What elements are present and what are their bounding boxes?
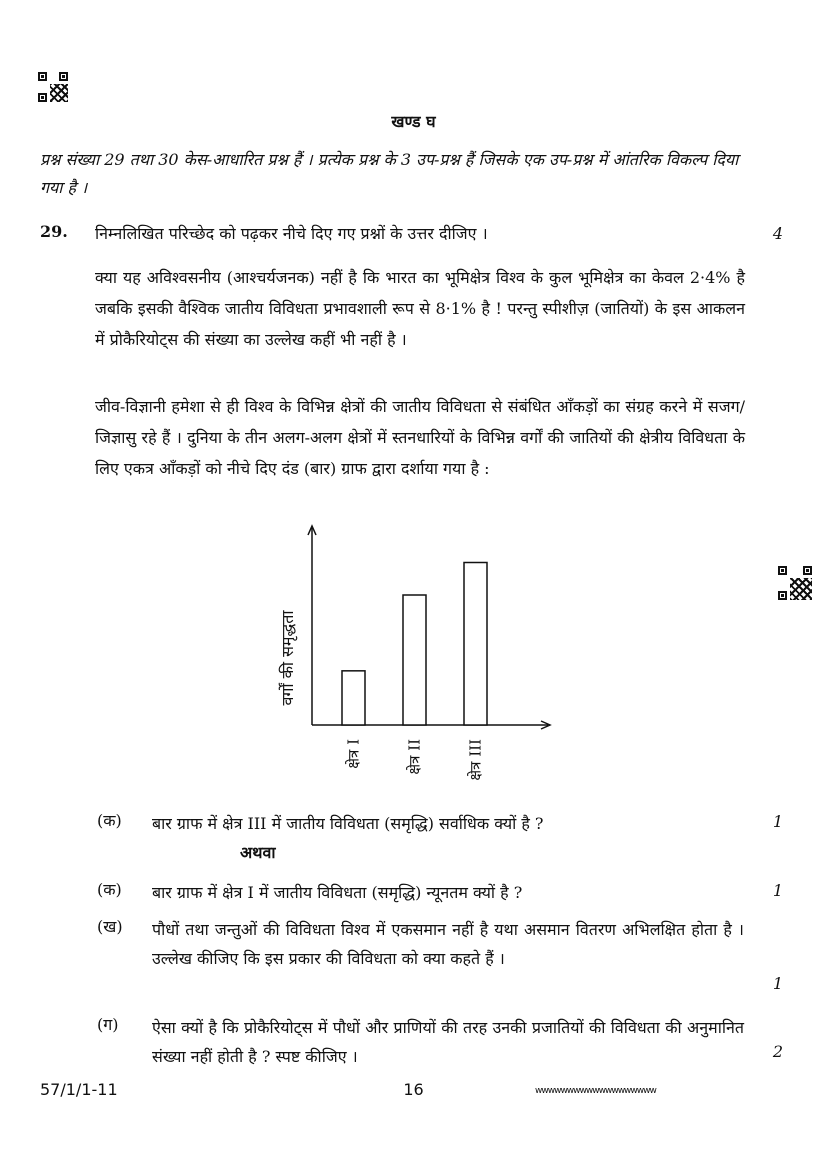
subquestion-label-ka: (क) — [97, 811, 122, 830]
bar-1 — [342, 671, 365, 725]
passage-paragraph-2: जीव-विज्ञानी हमेशा से ही विश्व के विभिन्न क्षेत्रों की जातीय विविधता से संबंधित आँकड़ों का संग्रह करने में सजग/जिज्ञासु रहे हैं । दुनिया के तीन अलग-अलग क्षेत्रों में स्तनधारियों के विभिन्न वर्गों की जातियों की क्षेत्रीय विविधता के लिए एकत्र आँकड़ों को नीचे दिए दंड (बार) ग्राफ द्वारा दर्शाया गया है : — [95, 397, 745, 478]
footer-decoration: wwwwwwwwwwwwwwwwwww — [535, 1086, 656, 1096]
chart-bars — [342, 563, 487, 726]
or-label: अथवा — [240, 843, 276, 862]
passage-paragraph-1: क्या यह अविश्वसनीय (आश्चर्यजनक) नहीं है कि भारत का भूमिक्षेत्र विश्व के कुल भूमिक्षेत्र का केवल 2·4% है जबकि इसकी वैश्विक जातीय विविधता प्रभावशाली रूप से 8·1% है ! परन्तु स्पीशीज़ (जातियों) के इस आकलन में प्रोकैरियोट्स की संख्या का उल्लेख कहीं भी नहीं है । — [95, 268, 745, 349]
bar-2 — [403, 595, 426, 725]
x-tick-label-3: क्षेत्र III — [466, 739, 485, 781]
page-number: 16 — [403, 1080, 424, 1099]
subquestion-label-ga: (ग) — [97, 1015, 119, 1034]
x-tick-label-1: क्षेत्र I — [344, 739, 363, 769]
paper-code: 57/1/1-11 — [40, 1080, 118, 1099]
subquestion-label-ka-alt: (क) — [97, 880, 122, 899]
question-marks: 4 — [772, 224, 783, 243]
section-title: खण्ड घ — [391, 112, 436, 131]
question-number: 29. — [40, 222, 68, 241]
section-instructions: प्रश्न संख्या 29 तथा 30 केस-आधारित प्रश्न हैं । प्रत्येक प्रश्न के 3 उप-प्रश्न हैं जिसके एक उप-प्रश्न में आंतरिक विकल्प दिया गया है । — [40, 150, 739, 197]
subquestion-marks-kha: 1 — [772, 974, 783, 993]
subquestion-marks-ga: 2 — [772, 1042, 783, 1061]
subquestion-marks-ka-alt: 1 — [772, 881, 783, 900]
question-prompt: निम्नलिखित परिच्छेद को पढ़कर नीचे दिए गए प्रश्नों के उत्तर दीजिए । — [95, 224, 488, 243]
subquestion-marks-ka: 1 — [772, 812, 783, 831]
qr-code-top-left — [38, 72, 70, 104]
subquestion-text-ga: ऐसा क्यों है कि प्रोकैरियोट्स में पौधों और प्राणियों की तरह उनकी प्रजातियों की विविधता की अनुमानित संख्या नहीं होती है ? स्पष्ट कीजिए । — [152, 1018, 744, 1066]
subquestion-text-ka: बार ग्राफ में क्षेत्र III में जातीय विविधता (समृद्धि) सर्वाधिक क्यों है ? — [152, 814, 544, 833]
qr-code-right — [778, 566, 814, 602]
chart-x-tick-labels — [345, 739, 485, 781]
bar-3 — [464, 563, 487, 726]
subquestion-text-kha: पौधों तथा जन्तुओं की विविधता विश्व में एकसमान नहीं है यथा असमान वितरण अभिलक्षित होता है । उल्लेख कीजिए कि इस प्रकार की विविधता को क्या कहते हैं । — [152, 920, 744, 968]
x-tick-label-2: क्षेत्र II — [405, 739, 424, 775]
chart-y-axis-label: वर्गों की समृद्धता — [278, 610, 297, 706]
subquestion-label-kha: (ख) — [97, 917, 123, 936]
subquestion-text-ka-alt: बार ग्राफ में क्षेत्र I में जातीय विविधता (समृद्धि) न्यूनतम क्यों है ? — [152, 883, 523, 902]
bar-chart — [260, 518, 560, 798]
